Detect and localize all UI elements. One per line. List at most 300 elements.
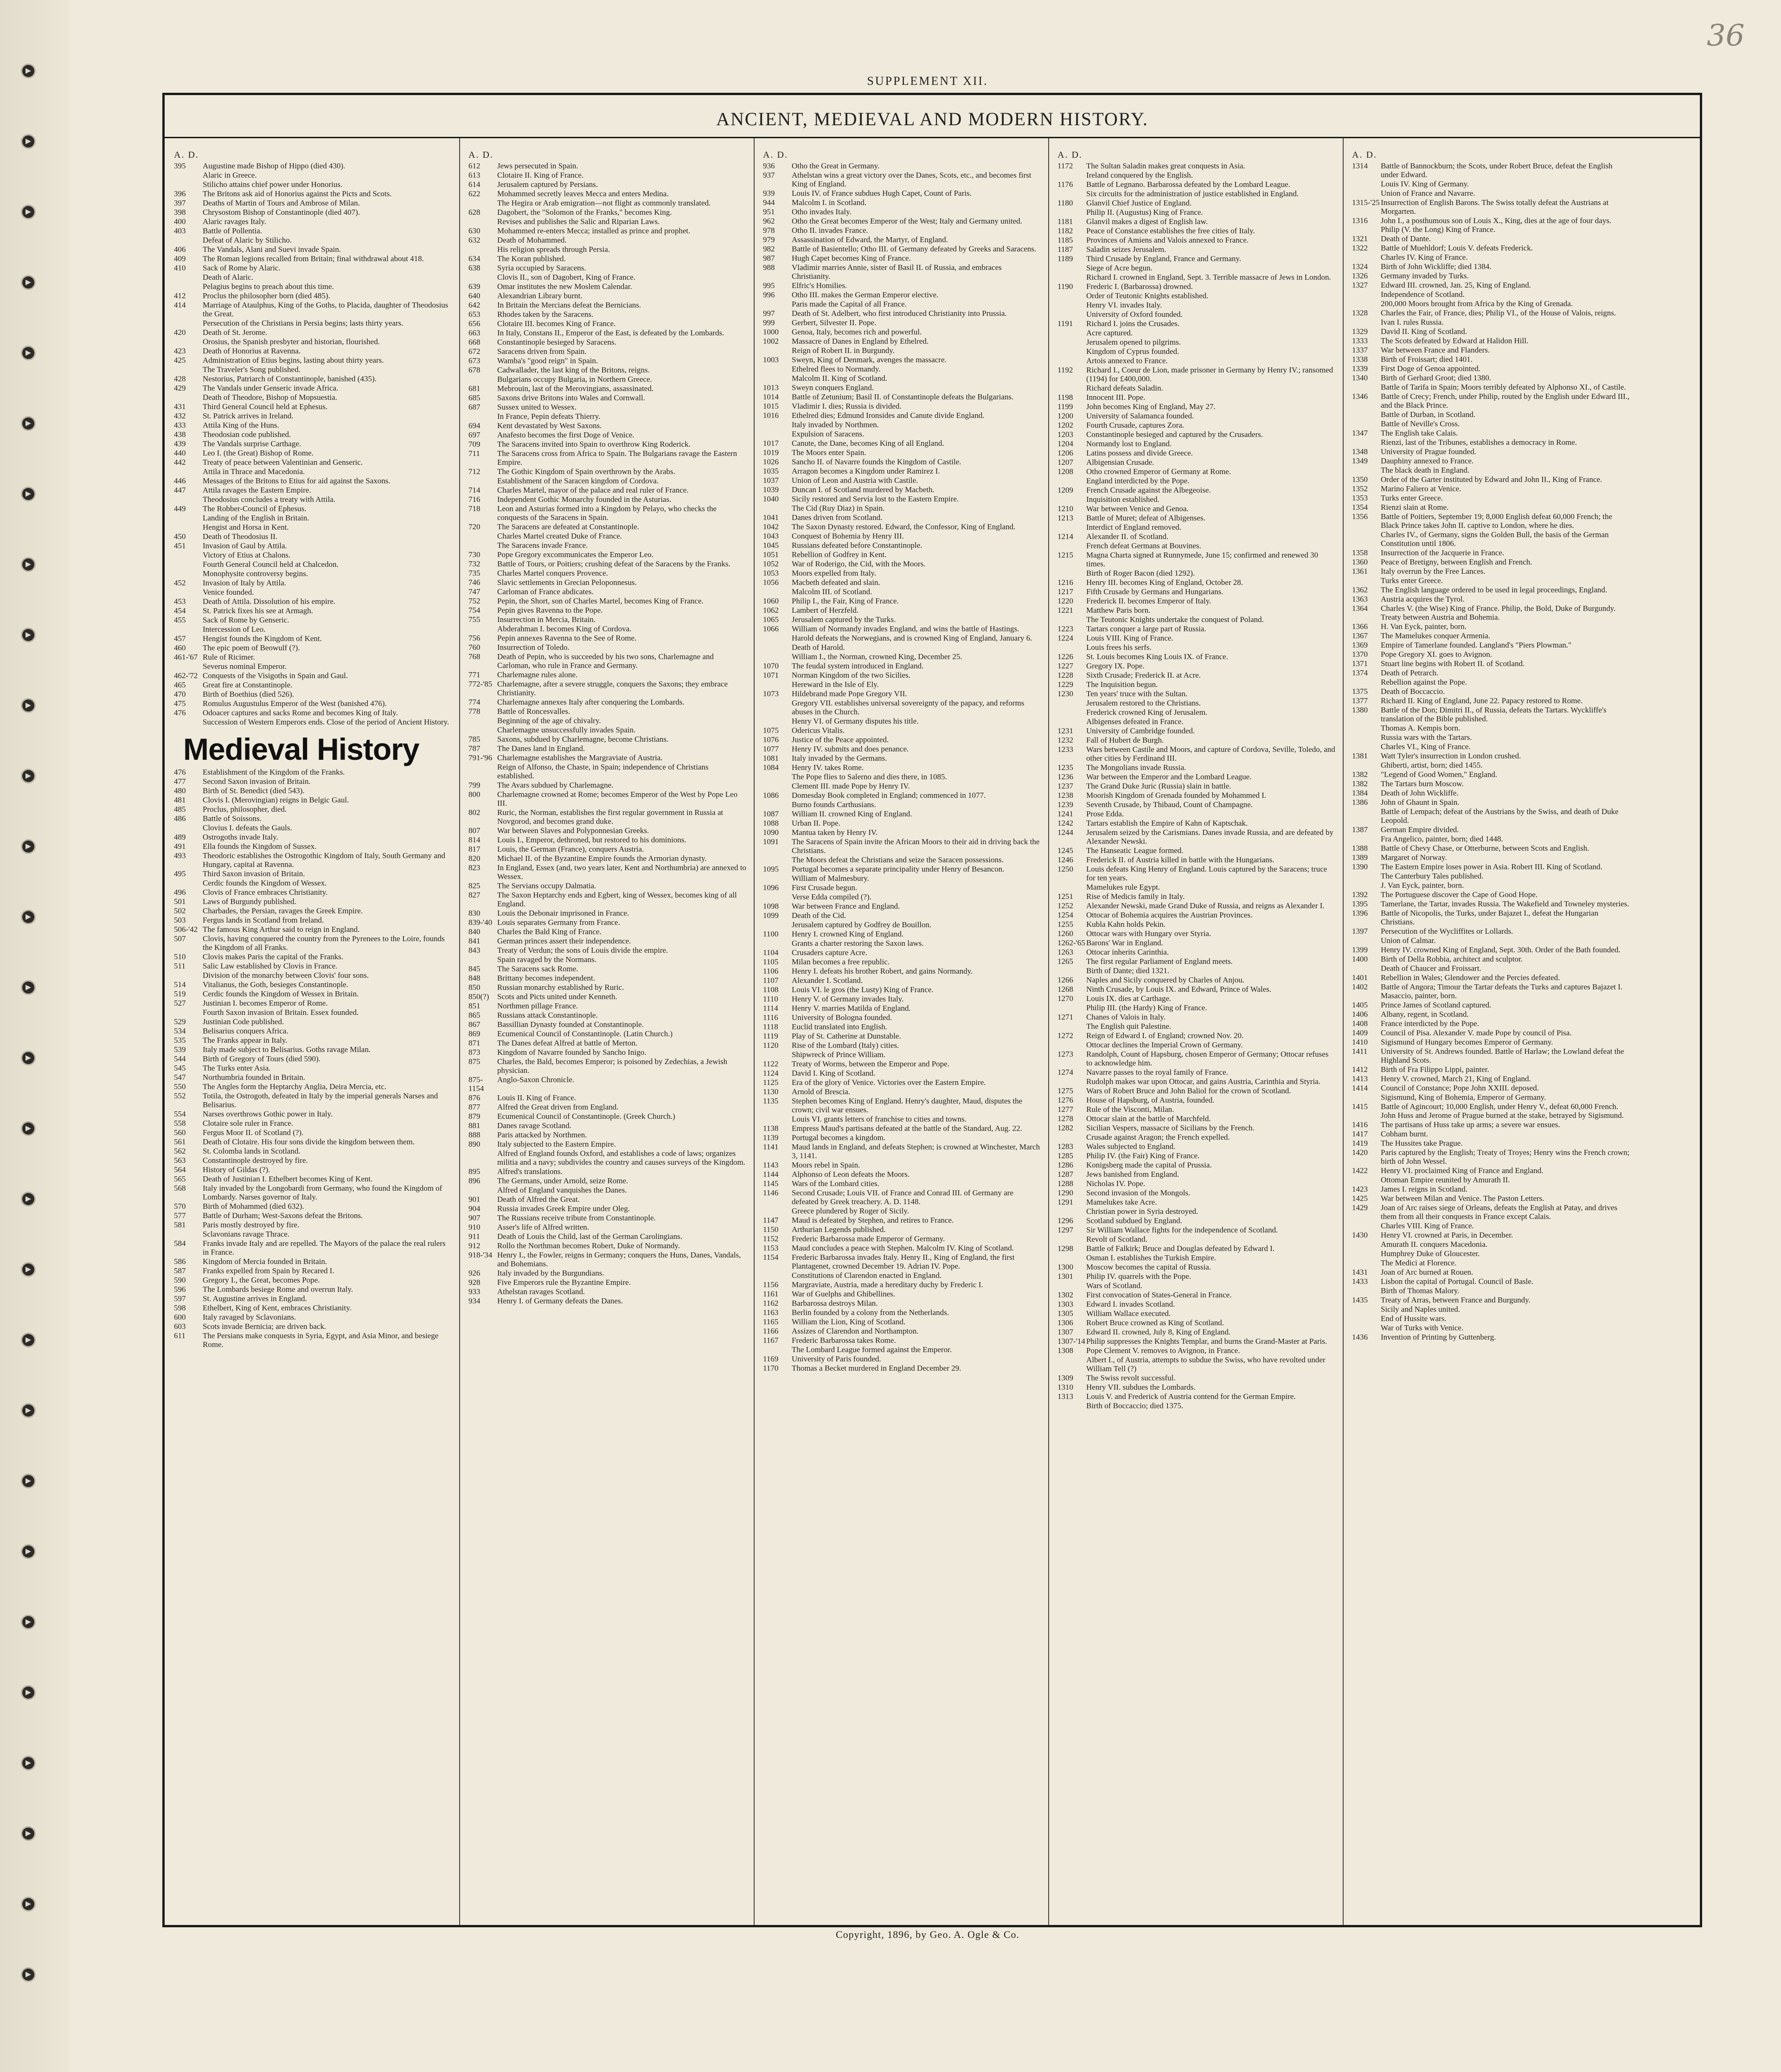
history-entry (763, 726, 1041, 735)
entry-year (468, 541, 497, 550)
history-entry (763, 837, 1041, 855)
history-entry (1057, 680, 1336, 689)
history-entry (174, 495, 452, 504)
history-entry (1352, 909, 1630, 926)
entry-year: 1384 (1352, 789, 1368, 797)
entry-year: 447 (174, 486, 186, 494)
entry-text: The Tartars burn Moscow. (1381, 779, 1464, 788)
history-entry (468, 495, 747, 504)
entry-year (1057, 263, 1086, 272)
entry-text: Jerusalem captured by Godfrey de Bouillon. (792, 920, 932, 929)
entry-year: 1375 (1352, 687, 1368, 696)
history-entry (1352, 198, 1630, 216)
entry-year: 1425 (1352, 1194, 1368, 1203)
history-entry (1352, 650, 1630, 659)
entry-year: 1414 (1352, 1084, 1368, 1092)
entry-text: Battle of Durban, in Scotland. (1381, 410, 1475, 419)
entry-text: Ottocar declines the Imperial Crown of Germany. (1086, 1040, 1243, 1049)
entry-year: 904 (468, 1204, 480, 1213)
history-entry (1057, 1392, 1336, 1401)
history-entry (468, 559, 747, 568)
entry-text: John I., a posthumous son of Louis X., King, dies at the age of four days. Philip (V. the Long) King of France. (1381, 216, 1612, 234)
entry-text: Revises and publishes the Salic and Riparian Laws. (497, 217, 660, 226)
ad-label: A. D. (174, 151, 199, 160)
history-entry (763, 1161, 1041, 1169)
entry-year: 1405 (1352, 1001, 1368, 1009)
entry-text: Birth of Gerhard Groot; died 1380. (1381, 373, 1491, 382)
history-entry (468, 430, 747, 439)
entry-text: Mebrouin, last of the Merovingians, assassinated. (497, 384, 654, 393)
entry-text: Death of Alaric. (203, 273, 254, 282)
entry-year: 1015 (763, 402, 779, 411)
entry-year: 1276 (1057, 1096, 1073, 1104)
entry-text: The partisans of Huss take up arms; a severe war ensues. (1381, 1120, 1560, 1129)
entry-year (763, 1271, 792, 1280)
entry-year: 470 (174, 690, 186, 699)
entry-text: Louis V. and Frederick of Austria contend for the German Empire. (1086, 1392, 1296, 1401)
entry-text: Saladin seizes Jerusalem. (1086, 245, 1166, 254)
entry-year: 1245 (1057, 846, 1073, 855)
entry-text: Attila ravages the Eastern Empire. (203, 486, 311, 494)
history-entry (468, 643, 747, 652)
entry-text: Maud lands in England, and defeats Stephen; is crowned at Winchester, March 3, 1141. (792, 1142, 1040, 1160)
entry-year: 1176 (1057, 180, 1073, 189)
history-entry (1352, 1047, 1630, 1065)
entry-text: Marriage of Ataulphus, King of the Goths, to Placida, daughter of Theodosius the Great. (203, 301, 448, 318)
entry-year: 1349 (1352, 456, 1368, 465)
entry-text: Ghiberti, artist, born; died 1455. (1381, 761, 1483, 770)
entry-text: Louis VI. le gros (the Lusty) King of France. (792, 985, 934, 994)
entry-text: Deaths of Martin of Tours and Ambrose of Milan. (203, 199, 360, 207)
entry-text: Otho the Great becomes Emperor of the West; Italy and Germany united. (792, 217, 1022, 225)
history-entry (763, 457, 1041, 466)
entry-text: Henry I., the Fowler, reigns in Germany; conquers the Huns, Danes, Vandals, and Bohemians. (497, 1251, 741, 1268)
entry-year: 527 (174, 999, 186, 1007)
history-entry (1352, 1102, 1630, 1120)
history-entry (763, 263, 1041, 281)
history-entry (468, 1278, 747, 1287)
entry-year: 1314 (1352, 161, 1368, 170)
entry-year: 1052 (763, 559, 779, 568)
history-entry (763, 939, 1041, 948)
entry-year: 1216 (1057, 578, 1073, 587)
history-entry (763, 1280, 1041, 1289)
history-entry (174, 254, 452, 263)
history-entry (468, 835, 747, 844)
entry-year: 820 (468, 854, 480, 863)
history-entry (1057, 1022, 1336, 1031)
entry-text: The Saxon Dynasty restored. Edward, the Confessor, King of England. (792, 522, 1016, 531)
history-entry (174, 1147, 452, 1155)
entry-text: Birth of St. Benedict (died 543). (203, 786, 305, 795)
entry-text: Conquests of the Visigoths in Spain and Gaul. (203, 671, 348, 680)
entry-text: The Vandals under Genseric invade Africa. (203, 384, 339, 392)
history-entry (174, 430, 452, 439)
entry-year: 1041 (763, 513, 779, 522)
entry-year (763, 782, 792, 790)
history-entry (1057, 393, 1336, 402)
entry-text: Pelagius begins to preach about this time. (203, 282, 334, 291)
history-entry (763, 735, 1041, 744)
history-entry (468, 606, 747, 615)
history-entry (1352, 853, 1630, 862)
entry-text: Sack of Rome by Alaric. (203, 263, 281, 272)
history-entry (1057, 1318, 1336, 1327)
history-entry (174, 606, 452, 615)
history-entry (1352, 1166, 1630, 1175)
entry-text: Paris captured by the English; Treaty of Troyes; Henry wins the French crown; birth of John Wessel. (1381, 1148, 1630, 1166)
binder-hole (22, 1616, 34, 1628)
entry-text: Death of Clotaire. His four sons divide the kingdom between them. (203, 1137, 415, 1146)
history-entry (174, 1239, 452, 1257)
entry-text: William II. crowned King of England. (792, 809, 912, 818)
entry-text: Defeat of Alaric by Stilicho. (203, 236, 292, 244)
history-entry (468, 1269, 747, 1277)
entry-year (1352, 1258, 1381, 1267)
entry-year (174, 393, 203, 402)
history-entry (174, 1331, 452, 1349)
entry-text: St. Patrick fixes his see at Armagh. (203, 606, 313, 615)
entry-year: 1091 (763, 837, 779, 846)
history-entry (1057, 171, 1336, 180)
entry-text: The Moors enter Spain. (792, 448, 866, 457)
entry-text: Kingdom of Navarre founded by Sancho Inigo. (497, 1048, 647, 1057)
history-entry (174, 680, 452, 689)
page-number: 36 (1707, 19, 1745, 53)
entry-text: St. Augustine arrives in England. (203, 1294, 307, 1303)
history-entry (174, 690, 452, 699)
entry-text: Henry VI. invades Italy. (1086, 301, 1162, 309)
history-entry (1057, 199, 1336, 207)
history-entry (468, 587, 747, 596)
entry-year (1057, 208, 1086, 217)
entry-year (174, 718, 203, 726)
entry-text: Jerusalem captured by the Turks. (792, 615, 896, 624)
entry-year: 1301 (1057, 1272, 1073, 1281)
history-entry (174, 1257, 452, 1266)
history-entry (468, 854, 747, 863)
entry-year (1057, 1207, 1086, 1216)
history-entry (468, 328, 747, 337)
history-entry (468, 522, 747, 531)
history-entry (174, 208, 452, 217)
history-entry (174, 504, 452, 513)
binder-hole (22, 1123, 34, 1135)
entry-text: Council of Constance; Pope John XXIII. deposed. (1381, 1084, 1539, 1092)
entry-text: Fall of Hubert de Burgh. (1086, 736, 1164, 744)
entry-year: 1076 (763, 735, 779, 744)
entry-year: 1139 (763, 1133, 779, 1142)
entry-text: The Medici at Florence. (1381, 1258, 1457, 1267)
history-entry (174, 449, 452, 457)
entry-year (1057, 1281, 1086, 1290)
entry-text: Sussex united to Wessex. (497, 403, 577, 411)
history-entry (1352, 1286, 1630, 1295)
history-entry (763, 198, 1041, 207)
entry-text: Portugal becomes a separate principality under Henry of Besancon. (792, 865, 1005, 873)
entry-text: Augustine made Bishop of Hippo (died 430). (203, 161, 346, 170)
entry-text: Monophysite controversy begins. (203, 569, 308, 578)
entry-text: Italy ravaged by Sclavonians. (203, 1313, 296, 1321)
entry-text: Ninth Crusade, by Louis IX. and Edward, Prince of Wales. (1086, 985, 1272, 994)
entry-year: 768 (468, 652, 480, 661)
history-entry (1352, 1296, 1630, 1304)
history-entry (1057, 1216, 1336, 1225)
entry-year: 429 (174, 384, 186, 392)
entry-year: 1202 (1057, 421, 1073, 430)
entry-text: Charlemagne crowned at Rome; becomes Emperor of the West by Pope Leo III. (497, 790, 738, 808)
entry-text: The Saracens are defeated at Constantinople. (497, 522, 639, 531)
entry-year: 1337 (1352, 346, 1368, 354)
entry-year: 1073 (763, 689, 779, 698)
entry-text: Chrysostom Bishop of Constantinople (died 407). (203, 208, 360, 217)
ad-label: A. D. (1352, 151, 1377, 160)
entry-text: Louis defeats King Henry of England. Louis captured by the Saracens; truce for ten years. (1086, 865, 1327, 882)
entry-text: Alfred of England founds Oxford, and establishes a code of laws; organizes militia and a navy; subdivides the country and causes surveys of the Kingdom. (497, 1149, 745, 1167)
history-entry (174, 161, 452, 170)
entry-year: 1307 (1057, 1328, 1073, 1336)
entry-year: 1358 (1352, 548, 1368, 557)
ancient-entries (174, 161, 452, 726)
entry-text: Osman I. establishes the Turkish Empire. (1086, 1253, 1217, 1262)
page-title: ANCIENT, MEDIEVAL AND MODERN HISTORY. (716, 109, 1148, 129)
history-entry (1057, 551, 1336, 568)
entry-year: 1169 (763, 1354, 779, 1363)
history-entry (1057, 1050, 1336, 1067)
entry-year: 1400 (1352, 955, 1368, 963)
entry-year: 1260 (1057, 929, 1073, 938)
entry-year: 1340 (1352, 373, 1368, 382)
binder-hole (22, 417, 34, 430)
entry-year (1057, 356, 1086, 365)
entry-year: 1415 (1352, 1102, 1368, 1111)
history-entry (1057, 263, 1336, 272)
entry-text: The Gothic Kingdom of Spain overthrown by the Arabs. (497, 467, 675, 476)
entry-text: Albigensian Crusade. (1086, 458, 1154, 467)
entry-year: 420 (174, 328, 186, 337)
history-entry (763, 235, 1041, 244)
entry-text: Russia invades Greek Empire under Oleg. (497, 1204, 630, 1213)
entry-year (468, 273, 497, 282)
entry-year (1352, 936, 1381, 945)
entry-year: 1285 (1057, 1151, 1073, 1160)
history-entry (174, 411, 452, 420)
entry-text: Ottocar wars with Hungary over Styria. (1086, 929, 1211, 938)
history-entry (468, 1149, 747, 1167)
history-entry (468, 1167, 747, 1176)
entry-text: Battle of Tarifa in Spain; Moors terribly defeated by Alphonso XI., of Castile. (1381, 383, 1626, 391)
entry-year (763, 717, 792, 725)
history-entry (1057, 504, 1336, 513)
entry-text: Wars of the Lombard cities. (792, 1179, 879, 1188)
entry-year: 1066 (763, 624, 779, 633)
entry-year: 1362 (1352, 585, 1368, 594)
history-entry (1057, 985, 1336, 994)
entry-year (763, 374, 792, 383)
entry-text: The epic poem of Beowulf (?). (203, 643, 300, 652)
entry-text: University of Paris founded. (792, 1354, 881, 1363)
history-entry (763, 791, 1041, 800)
history-entry (1057, 736, 1336, 744)
entry-text: Saracens driven from Spain. (497, 347, 587, 356)
entry-text: Attila King of the Huns. (203, 421, 279, 430)
entry-year: 881 (468, 1121, 480, 1130)
entry-text: Birth of Froissart; died 1401. (1381, 355, 1473, 364)
entry-text: Charles VI., King of France. (1381, 742, 1471, 751)
entry-year: 1077 (763, 744, 779, 753)
entry-text: Fifth Crusade by Germans and Hungarians. (1086, 587, 1224, 596)
entry-text: Prince James of Scotland captured. (1381, 1001, 1492, 1009)
history-entry (1352, 281, 1630, 289)
entry-year: 1214 (1057, 532, 1073, 541)
entry-text: Ottoman Empire reunited by Amurath II. (1381, 1175, 1510, 1184)
entry-text: Portugal becomes a kingdom. (792, 1133, 886, 1142)
entry-year: 1366 (1352, 622, 1368, 631)
ad-label: A. D. (468, 151, 493, 160)
entry-text: Second Crusade; Louis VII. of France and Conrad III. of Germany are defeated by Greek treachery. A. D. 1148. (792, 1188, 1013, 1206)
history-entry (174, 999, 452, 1007)
history-entry (468, 171, 747, 180)
entry-year: 1382 (1352, 770, 1368, 779)
entry-year (1057, 347, 1086, 356)
entry-text: War of Turks with Venice. (1381, 1323, 1464, 1332)
entry-text: In Italy, Constans II., Emperor of the East, is defeated by the Lombards. (497, 328, 724, 337)
entry-year: 1435 (1352, 1296, 1368, 1304)
entry-year: 1327 (1352, 281, 1368, 289)
history-entry (1057, 569, 1336, 577)
history-entry (174, 823, 452, 832)
entry-year: 586 (174, 1257, 186, 1266)
history-entry (1057, 532, 1336, 541)
history-entry (763, 300, 1041, 308)
history-entry (763, 578, 1041, 587)
entry-text: Russian monarchy established by Ruric. (497, 983, 624, 992)
history-entry (1057, 439, 1336, 448)
entry-text: Birth of Roger Bacon (died 1292). (1086, 569, 1195, 577)
entry-text: Albigenses defeated in France. (1086, 717, 1184, 726)
entry-year: 1382 (1352, 779, 1368, 788)
history-entry (763, 902, 1041, 911)
entry-text: War of Roderigo, the Cid, with the Moors. (792, 559, 926, 568)
history-entry (1057, 819, 1336, 828)
entry-year: 564 (174, 1165, 186, 1174)
entry-year: 735 (468, 569, 480, 577)
history-entry (763, 671, 1041, 680)
entry-text: Invasion of Italy by Attila. (203, 578, 286, 587)
history-entry (763, 411, 1041, 420)
entry-text: Italy overrun by the Free Lances. (1381, 567, 1486, 576)
entry-year: 912 (468, 1241, 480, 1250)
entry-text: Otho II. invades France. (792, 226, 868, 235)
history-entry (1352, 1084, 1630, 1092)
entry-text: Elfric's Homilies. (792, 281, 847, 290)
entry-year: 1226 (1057, 652, 1073, 661)
entry-text: Battle of Crecy; French, under Philip, routed by the English under Edward III., and the Black Prince. (1381, 392, 1630, 410)
history-entry (174, 245, 452, 254)
entry-year: 455 (174, 616, 186, 624)
history-entry (763, 476, 1041, 485)
history-entry (1057, 1235, 1336, 1244)
entry-year: 1275 (1057, 1086, 1073, 1095)
entry-year (763, 699, 792, 716)
entry-text: Sixth Crusade; Frederick II. at Acre. (1086, 671, 1201, 680)
entry-text: Hugh Capet becomes King of France. (792, 254, 911, 263)
binder-hole (22, 981, 34, 994)
history-entry (174, 374, 452, 383)
entry-year: 560 (174, 1128, 186, 1137)
entry-year: 888 (468, 1130, 480, 1139)
history-entry (174, 337, 452, 346)
entry-text: Charbades, the Persian, ravages the Greek Empire. (203, 906, 363, 915)
entry-text: Hereward in the Isle of Ely. (792, 680, 879, 689)
history-entry (468, 1020, 747, 1029)
entry-year (174, 971, 203, 980)
entry-text: Arthurian Legends published. (792, 1225, 886, 1234)
entry-text: Magna Charta signed at Runnymede, June 15; confirmed and renewed 30 times. (1086, 551, 1318, 568)
entry-year: 987 (763, 254, 775, 263)
entry-text: Independent Gothic Monarchy founded in the Asturias. (497, 495, 672, 504)
entry-text: Frederick II. becomes Emperor of Italy. (1086, 597, 1211, 605)
entry-text: Henry VI. crowned at Paris, in December. (1381, 1231, 1513, 1239)
entry-text: Battle of Roncesvalles. (497, 707, 570, 716)
history-entry (468, 310, 747, 319)
entry-year: 1265 (1057, 957, 1073, 966)
entry-text: The English take Calais. (1381, 429, 1458, 437)
entry-year: 406 (174, 245, 186, 254)
history-entry (1057, 319, 1336, 328)
entry-year (1057, 541, 1086, 550)
entry-text: Frederic Barbarossa made Emperor of Germany. (792, 1234, 945, 1243)
entry-text: Alfred's translations. (497, 1167, 563, 1176)
entry-year: 823 (468, 863, 480, 872)
entry-text: The Saracens invited into Spain to overthrow King Roderick. (497, 440, 691, 449)
entry-year: 653 (468, 310, 480, 319)
history-entry (174, 833, 452, 841)
entry-text: Duncan I. of Scotland murdered by Macbeth. (792, 485, 935, 494)
history-entry (174, 888, 452, 897)
entry-year: 1411 (1352, 1047, 1368, 1056)
entry-year: 875 (468, 1057, 480, 1066)
entry-year (1057, 966, 1086, 975)
entry-year (174, 1008, 203, 1017)
entry-text: Barons' War in England. (1086, 938, 1163, 947)
entry-year (1352, 1093, 1381, 1102)
entry-text: Ottocar inherits Carinthia. (1086, 948, 1169, 956)
entry-text: End of Hussite wars. (1381, 1314, 1447, 1323)
entry-text: Tartars conquer a large part of Russia. (1086, 624, 1206, 633)
entry-year: 1409 (1352, 1028, 1368, 1037)
history-entry (763, 976, 1041, 985)
entry-year: 1181 (1057, 217, 1073, 226)
entry-year: 937 (763, 171, 775, 180)
entry-year (1352, 964, 1381, 973)
history-entry (174, 1110, 452, 1118)
history-entry (468, 421, 747, 430)
history-entry (763, 744, 1041, 753)
entry-year: 1283 (1057, 1142, 1073, 1151)
entry-text: Theodoric establishes the Ostrogothic Kingdom of Italy, South Germany and Hungary, capital at Ravenna. (203, 851, 445, 869)
entry-year (468, 245, 497, 254)
history-entry (174, 971, 452, 980)
entry-year: 1416 (1352, 1120, 1368, 1129)
entry-text: The Sultan Saladin makes great conquests in Asia. (1086, 161, 1245, 170)
entry-text: Moors expelled from Italy. (792, 569, 877, 577)
entry-text: 200,000 Moors brought from Africa by the King of Grenada. (1381, 299, 1573, 308)
entry-year: 933 (468, 1287, 480, 1296)
binder-hole (22, 135, 34, 148)
entry-year (1057, 273, 1086, 282)
entry-text: Alexander II. of Scotland. (1086, 532, 1169, 541)
